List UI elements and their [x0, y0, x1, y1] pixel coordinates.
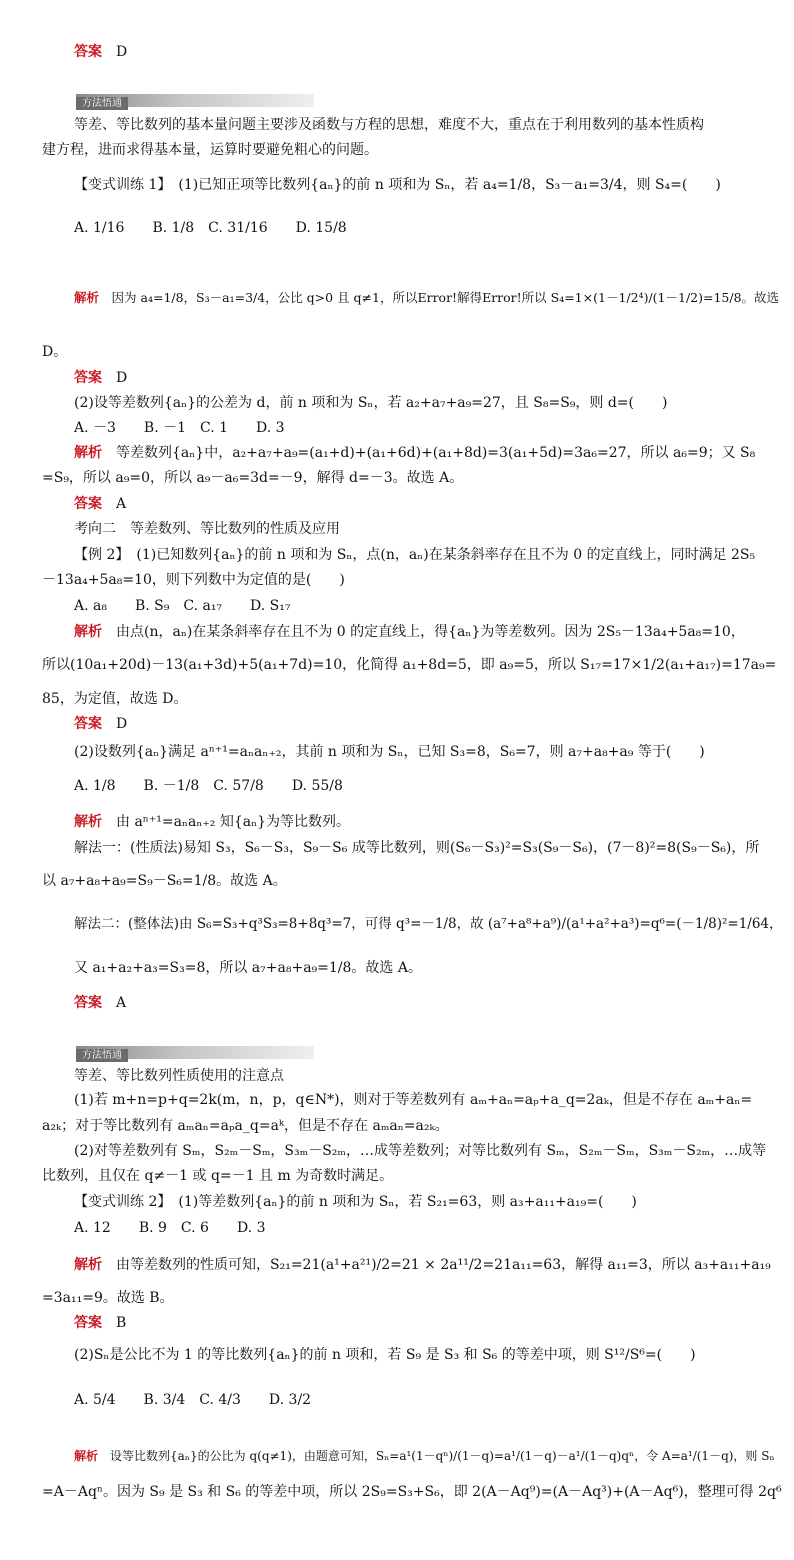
text-line: 建方程，进而求得基本量，运算时要避免粗心的问题。: [42, 142, 378, 158]
analysis-label: 解析: [74, 624, 102, 640]
text-line: =S₉，所以 a₉=0，所以 a₉－a₆=3d=－9，解得 d=－3。故选 A。: [42, 470, 464, 486]
text-line: 解法一：(性质法)易知 S₃，S₆－S₃，S₉－S₆ 成等比数列，则(S₆－S₃)²=S₃(S₉－S₆)，(7－8)²=8(S₉－S₆)，所: [74, 840, 760, 856]
answer-value: D: [116, 716, 128, 732]
analysis-line: [74, 1255, 771, 1275]
analysis-label: 解析: [74, 1257, 102, 1273]
options-line: A. 1/8 B. －1/8 C. 57/8 D. 55/8: [74, 778, 343, 794]
text-line: 以 a₇+a₈+a₉=S₉－S₆=1/8。故选 A。: [42, 873, 287, 889]
answer-line: [74, 368, 127, 388]
question-line: (2)设数列{aₙ}满足 aⁿ⁺¹=aₙaₙ₊₂，其前 n 项和为 Sₙ，已知 S₃=8，S₆=7，则 a₇+a₈+a₉ 等于( ): [74, 744, 705, 760]
question-line: (2)Sₙ是公比不为 1 的等比数列{aₙ}的前 n 项和，若 S₉ 是 S₃ 和 S₆ 的等差中项，则 S¹²/S⁶=( ): [74, 1347, 696, 1363]
question-line: 【变式训练 1】 (1)已知正项等比数列{aₙ}的前 n 项和为 Sₙ，若 a₄=1/8，S₃－a₁=3/4，则 S₄=( ): [74, 177, 721, 193]
answer-label: 答案: [74, 44, 102, 60]
method-tag: [76, 1046, 314, 1059]
analysis-line: [74, 288, 779, 308]
text-line: =A－Aqⁿ。因为 S₉ 是 S₃ 和 S₆ 的等差中项，所以 2S₉=S₃+S₆，即 2(A－Aq⁹)=(A－Aq³)+(A－Aq⁶)，整理可得 2q⁶: [42, 1484, 782, 1500]
answer-label: 答案: [74, 1315, 102, 1331]
options-line: A. 5/4 B. 3/4 C. 4/3 D. 3/2: [74, 1392, 312, 1408]
method-tag-label: 方法悟通: [76, 97, 128, 110]
options-line: A. 1/16 B. 1/8 C. 31/16 D. 15/8: [74, 220, 347, 236]
text-line: 所以(10a₁+20d)－13(a₁+3d)+5(a₁+7d)=10，化简得 a₁+8d=5，即 a₉=5，所以 S₁₇=17×1/2(a₁+a₁₇)=17a₉=: [42, 657, 777, 673]
analysis-text: 设等比数列{aₙ}的公比为 q(q≠1)，由题意可知，Sₙ=a¹(1－qⁿ)/(1－q)=a¹/(1－q)－a¹/(1－q)qⁿ，令 A=a¹/(1－q)，则 Sₙ: [110, 1449, 775, 1463]
answer-value: A: [116, 496, 127, 512]
answer-line: [74, 993, 126, 1013]
answer-label: 答案: [74, 716, 102, 732]
method-tag-label: 方法悟通: [76, 1049, 128, 1062]
analysis-line: [74, 812, 350, 832]
options-line: A. －3 B. －1 C. 1 D. 3: [74, 420, 285, 436]
text-line: (2)对等差数列有 Sₘ，S₂ₘ－Sₘ，S₃ₘ－S₂ₘ，…成等差数列；对等比数列有 Sₘ，S₂ₘ－Sₘ，S₃ₘ－S₂ₘ，…成等: [74, 1143, 767, 1159]
analysis-line: [74, 1446, 775, 1466]
analysis-text: 由点(n，aₙ)在某条斜率存在且不为 0 的定直线上，得{aₙ}为等差数列。因为 2S₅－13a₄+5a₈=10，: [116, 624, 745, 640]
text-line: a₂ₖ；对于等比数列有 aₘaₙ=aₚa_q=aᵏ，但是不存在 aₘaₙ=a₂ₖ。: [42, 1118, 449, 1134]
options-line: A. 12 B. 9 C. 6 D. 3: [74, 1220, 266, 1236]
analysis-line: [74, 443, 755, 463]
text-line: 解法二：(整体法)由 S₆=S₃+q³S₃=8+8q³=7，可得 q³=－1/8，故 (a⁷+a⁸+a⁹)/(a¹+a²+a³)=q⁶=(－1/8)²=1/64，: [74, 916, 783, 932]
section-heading: 考向二 等差数列、等比数列的性质及应用: [74, 521, 340, 537]
text-line: 比数列，且仅在 q≠－1 或 q=－1 且 m 为奇数时满足。: [42, 1168, 394, 1184]
answer-value: B: [116, 1315, 127, 1331]
text-line: －13a₄+5a₈=10，则下列数中为定值的是( ): [42, 572, 345, 588]
text-line: 等差、等比数列性质使用的注意点: [74, 1068, 284, 1084]
answer-label: 答案: [74, 370, 102, 386]
text-line: 又 a₁+a₂+a₃=S₃=8，所以 a₇+a₈+a₉=1/8。故选 A。: [74, 960, 422, 976]
text-line: 等差、等比数列的基本量问题主要涉及函数与方程的思想，难度不大，重点在于利用数列的基本性质构: [74, 117, 704, 133]
analysis-label: 解析: [74, 1449, 99, 1463]
answer-label: 答案: [74, 995, 102, 1011]
text-line: 85，为定值，故选 D。: [42, 691, 188, 707]
answer-value: A: [116, 995, 127, 1011]
answer-line: [74, 1313, 126, 1333]
method-tag: [76, 94, 314, 107]
answer-line: [74, 714, 127, 734]
analysis-line: [74, 622, 745, 642]
question-line: 【例 2】 (1)已知数列{aₙ}的前 n 项和为 Sₙ，点(n，aₙ)在某条斜率存在且不为 0 的定直线上，同时满足 2S₅: [74, 547, 756, 563]
analysis-label: 解析: [74, 445, 102, 461]
answer-value: D: [116, 370, 128, 386]
analysis-label: 解析: [74, 290, 100, 305]
analysis-text: 由 aⁿ⁺¹=aₙaₙ₊₂ 知{aₙ}为等比数列。: [116, 814, 351, 830]
options-line: A. a₈ B. S₉ C. a₁₇ D. S₁₇: [74, 598, 291, 614]
analysis-label: 解析: [74, 814, 102, 830]
answer-label: 答案: [74, 496, 102, 512]
question-line: 【变式训练 2】 (1)等差数列{aₙ}的前 n 项和为 Sₙ，若 S₂₁=63，则 a₃+a₁₁+a₁₉=( ): [74, 1194, 637, 1210]
text-line: (1)若 m+n=p+q=2k(m，n，p，q∈N*)，则对于等差数列有 aₘ+aₙ=aₚ+a_q=2aₖ，但是不存在 aₘ+aₙ=: [74, 1092, 753, 1108]
text-line: =3a₁₁=9。故选 B。: [42, 1290, 174, 1306]
answer-line: [74, 494, 126, 514]
text-line: D。: [42, 344, 68, 360]
analysis-text: 因为 a₄=1/8，S₃－a₁=3/4，公比 q>0 且 q≠1，所以Error!解得Error!所以 S₄=1×(1－1/2⁴)/(1－1/2)=15/8。故选: [111, 290, 780, 305]
analysis-text: 等差数列{aₙ}中，a₂+a₇+a₉=(a₁+d)+(a₁+6d)+(a₁+8d)=3(a₁+5d)=3a₆=27，所以 a₆=9；又 S₈: [116, 445, 756, 461]
answer-value: D: [116, 44, 128, 60]
answer-line: [74, 42, 127, 62]
question-line: (2)设等差数列{aₙ}的公差为 d，前 n 项和为 Sₙ，若 a₂+a₇+a₉=27，且 S₈=S₉，则 d=( ): [74, 395, 668, 411]
analysis-text: 由等差数列的性质可知，S₂₁=21(a¹+a²¹)/2=21 × 2a¹¹/2=21a₁₁=63，解得 a₁₁=3，所以 a₃+a₁₁+a₁₉: [116, 1257, 771, 1273]
